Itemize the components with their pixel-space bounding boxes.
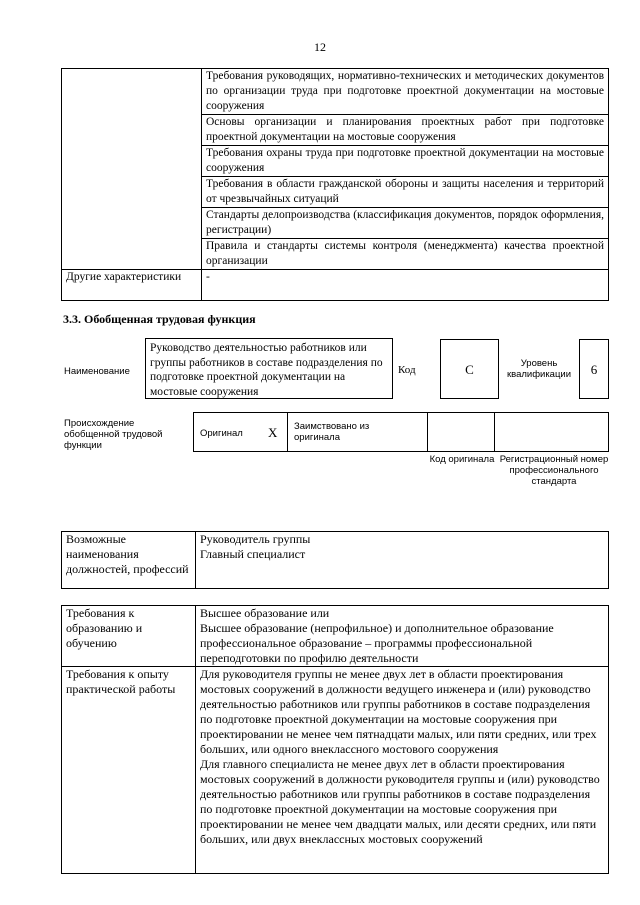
original-mark: X (268, 425, 278, 440)
knowledge-item: Правила и стандарты системы контроля (менеджмента) качества проектной организации (202, 239, 609, 270)
other-characteristics-label: Другие характеристики (62, 270, 202, 301)
experience-label: Требования к опыту практической работы (62, 667, 196, 874)
table-row (62, 532, 609, 589)
position-item: Руководитель группы (200, 532, 311, 546)
education-label: Требования к образованию и обучению (62, 606, 196, 667)
name-label: Наименование (64, 366, 130, 377)
positions-table (61, 531, 609, 589)
experience-line: Для главного специалиста не менее двух лет в области проектирования мостовых сооружений в должности руководителя группы и (или) руководство деятельностью работников или группы работников в составе подразделения по подготовке проектной документации на мостовые сооружения при проектировании не менее чем двадцати малых, или десяти средних, или пяти больших, или двух внеклассных мостовых сооружений (200, 757, 600, 846)
level-box (579, 339, 609, 399)
divider (427, 413, 428, 451)
knowledge-item: Требования в области гражданской обороны и защиты населения и территорий от чрезвычайных ситуаций (202, 177, 609, 208)
code-box (440, 339, 499, 399)
borrowed-label: Заимствовано из оригинала (294, 421, 370, 443)
registration-number-caption: Регистрационный номер профессионального стандарта (499, 454, 609, 487)
table-row (62, 270, 609, 301)
table-row (62, 667, 609, 874)
positions-label: Возможные наименования должностей, профессий (62, 532, 196, 589)
function-name-value: Руководство деятельностью работников или группы работников в составе подразделения по подготовке проектной документации на мостовые сооружения (145, 338, 393, 399)
code-original-caption: Код оригинала (429, 454, 495, 465)
education-line: Высшее образование или (200, 606, 330, 620)
knowledge-item: Стандарты делопроизводства (классификация документов, порядок оформления, регистрации) (202, 208, 609, 239)
table-row (62, 606, 609, 667)
table-row (62, 69, 609, 115)
knowledge-item: Основы организации и планирования проектных работ при подготовке проектной документации на мостовые сооружения (202, 115, 609, 146)
experience-line: Для руководителя группы не менее двух лет в области проектирования мостовых сооружений в должности ведущего инженера и (или) руководство деятельностью работников или группы работников в составе подразделения по подготовке проектной документации на мостовые сооружения при проектировании не менее чем пятнадцати малых, или пяти средних, или трех больших, или одного внеклассного мостового сооружения (200, 667, 597, 756)
code-value: C (465, 362, 474, 377)
code-label: Код (398, 364, 416, 376)
origin-row (193, 412, 609, 452)
level-label: Уровень квалификации (506, 358, 572, 380)
page-number: 12 (314, 40, 326, 54)
original-label: Оригинал (200, 428, 243, 439)
knowledge-item: Требования руководящих, нормативно-технических и методических документов по организации труда при подготовке проектной документации на мостовые сооружения (202, 69, 609, 115)
label-cell-empty (62, 69, 202, 270)
knowledge-table (61, 68, 609, 301)
other-characteristics-value: - (202, 270, 609, 301)
section-title: 3.3. Обобщенная трудовая функция (63, 312, 256, 326)
divider (287, 413, 288, 451)
position-item: Главный специалист (200, 547, 306, 561)
divider (494, 413, 495, 451)
requirements-table (61, 605, 609, 874)
knowledge-item: Требования охраны труда при подготовке проектной документации на мостовые сооружения (202, 146, 609, 177)
origin-label: Происхождение обобщенной трудовой функции (64, 418, 163, 451)
level-value: 6 (590, 362, 598, 377)
education-line: Высшее образование (непрофильное) и дополнительное образование профессиональное образование – программы профессиональной переподготовки по профилю деятельности (200, 621, 554, 665)
